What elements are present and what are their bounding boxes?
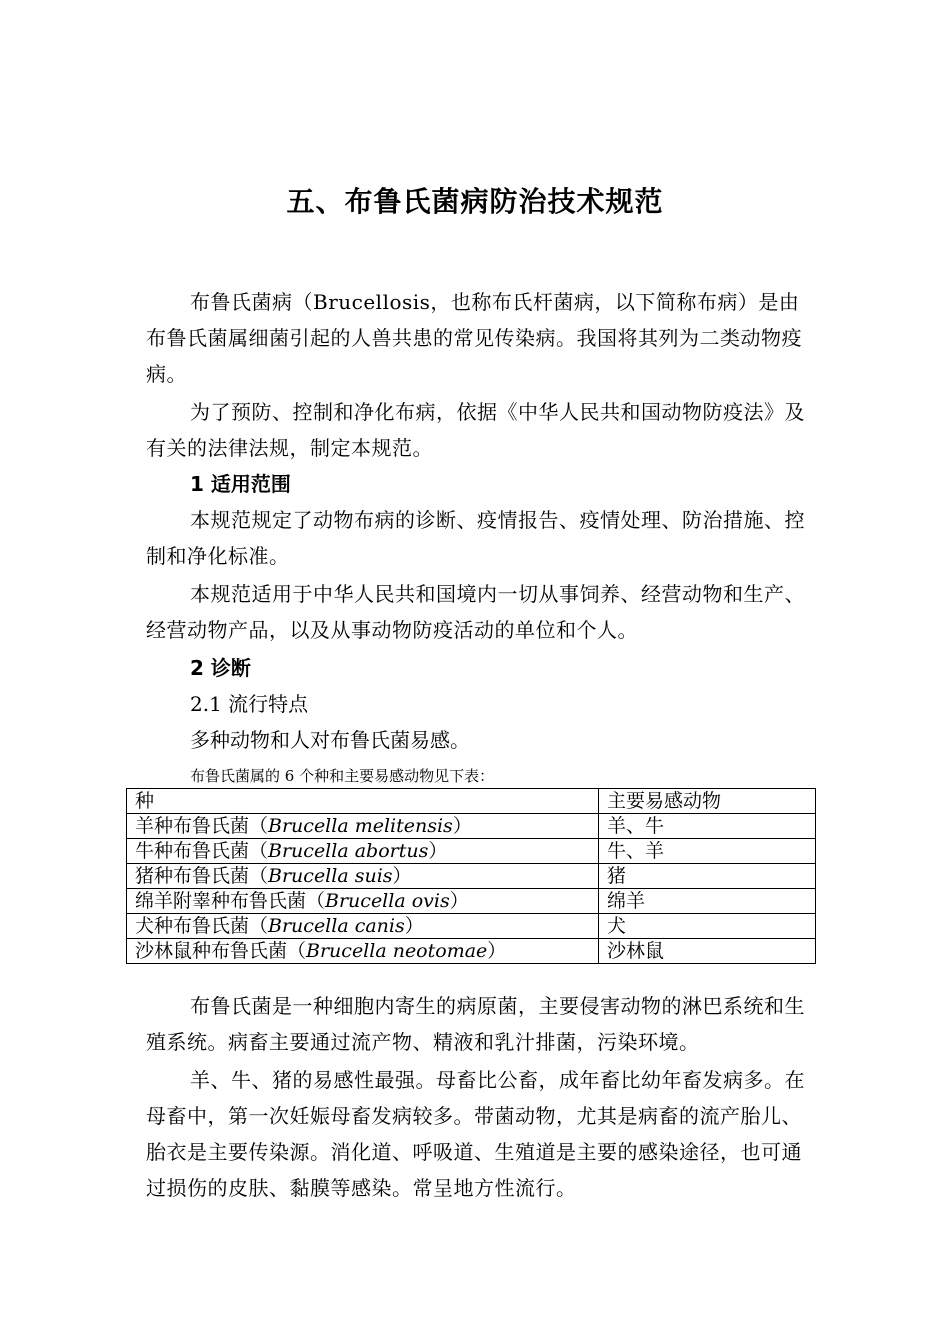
- species-latin: Brucella melitensis: [268, 815, 453, 837]
- species-close: ）: [404, 915, 424, 937]
- species-close: ）: [392, 865, 412, 887]
- section-heading-scope: 1 适用范围: [190, 472, 291, 496]
- species-cn: 犬种布鲁氏菌（: [135, 915, 269, 937]
- table-row: [127, 839, 816, 864]
- species-cell: [127, 864, 599, 889]
- species-cn: 牛种布鲁氏菌（: [135, 840, 269, 862]
- table-header-row: [127, 789, 816, 814]
- after-table-paragraph-1: 布鲁氏菌是一种细胞内寄生的病原菌，主要侵害动物的淋巴系统和生殖系统。病畜主要通过流产物、精液和乳汁排菌，污染环境。: [146, 994, 805, 1054]
- page-title: 五、布鲁氏菌病防治技术规范: [286, 185, 664, 218]
- scope-paragraph-1: 本规范规定了动物布病的诊断、疫情报告、疫情处理、防治措施、控制和净化标准。: [146, 508, 805, 568]
- species-close: ）: [487, 940, 507, 962]
- scope-paragraph-2: 本规范适用于中华人民共和国境内一切从事饲养、经营动物和生产、经营动物产品，以及从事动物防疫活动的单位和个人。: [146, 582, 805, 642]
- header-animals: 主要易感动物: [599, 789, 816, 814]
- species-latin: Brucella neotomae: [306, 940, 488, 962]
- after-table-paragraph-2: 羊、牛、猪的易感性最强。母畜比公畜，成年畜比幼年畜发病多。在母畜中，第一次妊娠母畜发病较多。带菌动物，尤其是病畜的流产胎儿、胎衣是主要传染源。消化道、呼吸道、生殖道是主要的感染途径，也可通过损伤的皮肤、黏膜等感染。常呈地方性流行。: [146, 1068, 805, 1200]
- species-latin: Brucella abortus: [268, 840, 429, 862]
- animals-cell: 犬: [599, 914, 816, 939]
- species-latin: Brucella canis: [268, 915, 405, 937]
- species-cn: 猪种布鲁氏菌（: [135, 865, 269, 887]
- subsection-heading-epidemiology: 2.1 流行特点: [190, 692, 309, 716]
- animals-cell: 猪: [599, 864, 816, 889]
- animals-cell: 绵羊: [599, 889, 816, 914]
- animals-cell: 沙林鼠: [599, 939, 816, 964]
- species-close: ）: [428, 840, 448, 862]
- species-cell: [127, 939, 599, 964]
- section-heading-diagnosis: 2 诊断: [190, 656, 251, 680]
- species-latin: Brucella suis: [268, 865, 393, 887]
- table-row: [127, 914, 816, 939]
- species-cell: [127, 839, 599, 864]
- species-cell: [127, 814, 599, 839]
- animals-cell: 羊、牛: [599, 814, 816, 839]
- species-cn: 沙林鼠种布鲁氏菌（: [135, 940, 307, 962]
- species-close: ）: [449, 890, 469, 912]
- species-cell: [127, 889, 599, 914]
- table-row: [127, 889, 816, 914]
- species-cn: 绵羊附睾种布鲁氏菌（: [135, 890, 326, 912]
- table-caption: 布鲁氏菌属的 6 个种和主要易感动物见下表：: [190, 767, 495, 785]
- species-cn: 羊种布鲁氏菌（: [135, 815, 269, 837]
- table-row: [127, 939, 816, 964]
- animals-cell: 牛、羊: [599, 839, 816, 864]
- intro-paragraph-1: 布鲁氏菌病（Brucellosis，也称布氏杆菌病，以下简称布病）是由布鲁氏菌属细菌引起的人兽共患的常见传染病。我国将其列为二类动物疫病。: [146, 290, 802, 386]
- table-row: [127, 864, 816, 889]
- species-close: ）: [452, 815, 472, 837]
- susceptible-paragraph: 多种动物和人对布鲁氏菌易感。: [190, 728, 470, 752]
- header-species: 种: [127, 789, 599, 814]
- species-cell: [127, 914, 599, 939]
- species-latin: Brucella ovis: [325, 890, 450, 912]
- table-row: [127, 814, 816, 839]
- species-table: [126, 788, 816, 964]
- intro-paragraph-2: 为了预防、控制和净化布病，依据《中华人民共和国动物防疫法》及有关的法律法规，制定本规范。: [146, 400, 805, 460]
